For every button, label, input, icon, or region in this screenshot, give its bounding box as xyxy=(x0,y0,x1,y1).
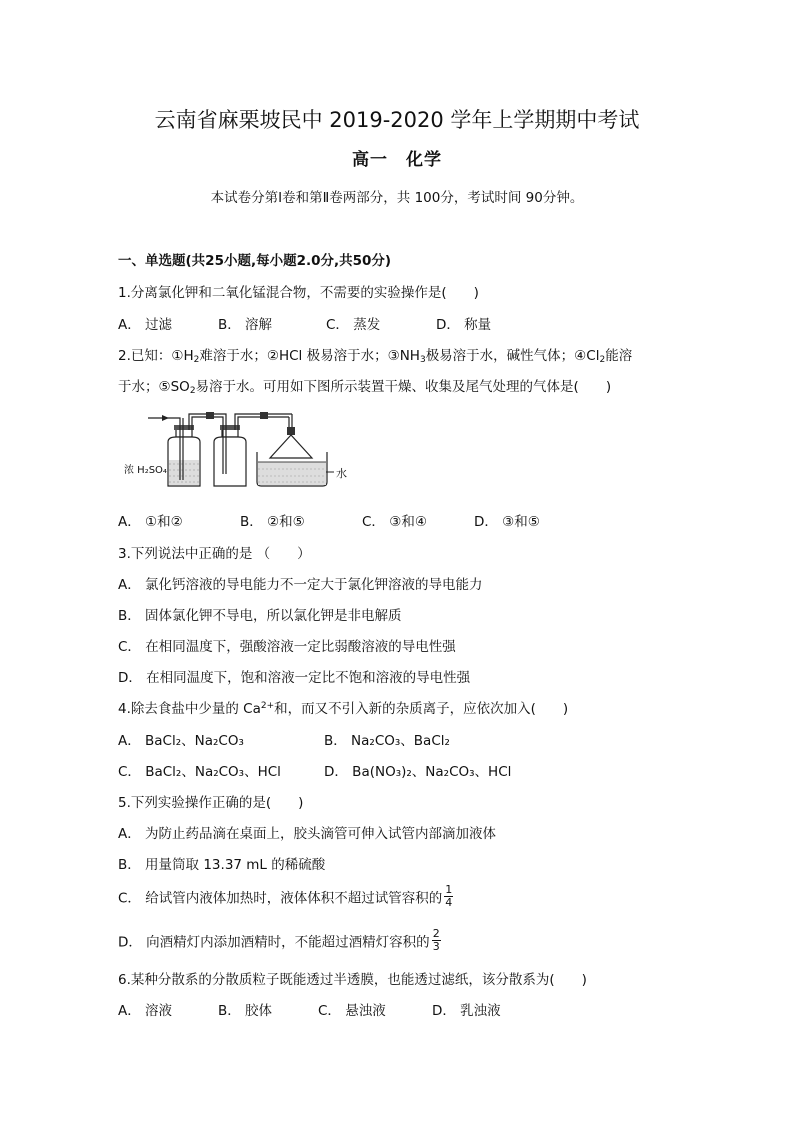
q5-option-c xyxy=(118,883,453,911)
q4-option-a: A． BaCl₂、Na₂CO₃ xyxy=(118,733,244,749)
tube-joint xyxy=(260,412,268,419)
q5-option-d xyxy=(118,927,441,955)
grade-label: 高一 xyxy=(352,150,388,170)
q2-text-6: 易溶于水。可用如下图所示装置干燥、收集及尾气处理的气体是( ) xyxy=(195,379,612,395)
q4-text-1: 4.除去食盐中少量的 Ca xyxy=(118,701,261,717)
q2-text-4: 能溶 xyxy=(605,348,633,364)
frac-den: 4 xyxy=(445,896,453,909)
q1-stem: 1.分离氯化钾和二氧化锰混合物，不需要的实验操作是( ) xyxy=(118,285,479,301)
q1-option-b: B． 溶解 xyxy=(218,317,273,333)
q3-option-c: C． 在相同温度下，强酸溶液一定比弱酸溶液的导电性强 xyxy=(118,639,456,655)
apparatus-figure xyxy=(142,408,352,490)
q1-option-a: A． 过滤 xyxy=(118,317,173,333)
q5-option-c-text: C． 给试管内液体加热时，液体体积不超过试管容积的 xyxy=(118,890,443,907)
q6-option-a: A． 溶液 xyxy=(118,1003,173,1019)
subject-label: 化学 xyxy=(406,150,442,170)
q2-option-c: C． ③和④ xyxy=(362,514,427,530)
q4-option-b: B． Na₂CO₃、BaCl₂ xyxy=(324,733,450,749)
q2-stem-line2: 于水；$⑤SO_2$易溶于水。可用如下图所示装置干燥、收集及尾气处理的气体是( ) xyxy=(118,379,612,396)
q6-option-b: B． 胶体 xyxy=(218,1003,273,1019)
q4-options-row1 xyxy=(118,729,450,749)
frac-den: 3 xyxy=(432,940,440,953)
q3-option-b: B． 固体氯化钾不导电，所以氯化钾是非电解质 xyxy=(118,608,402,624)
q2-text-5: 于水；⑤SO xyxy=(118,379,190,395)
q5-option-a: A． 为防止药品滴在桌面上，胶头滴管可伸入试管内部滴加液体 xyxy=(118,826,497,842)
q6-option-d: D． 乳浊液 xyxy=(432,1003,501,1019)
label-conc-sulfuric-acid: 浓 H₂SO₄ xyxy=(124,465,167,476)
q6-option-c: C． 悬浊液 xyxy=(318,1003,386,1019)
q2-options xyxy=(118,510,540,530)
exam-title: 云南省麻栗坡民中 2019-2020 学年上学期期中考试 xyxy=(154,108,640,132)
section-heading: 一、单选题(共25小题,每小题2.0分,共50分) xyxy=(118,253,392,269)
q4-option-d: D． Ba(NO₃)₂、Na₂CO₃、HCl xyxy=(324,764,512,780)
flow-arrow-icon xyxy=(162,415,169,421)
frac-num: 2 xyxy=(432,927,440,940)
exam-subtitle xyxy=(0,145,794,170)
q6-options xyxy=(118,999,501,1019)
q3-option-d: D． 在相同温度下，饱和溶液一定比不饱和溶液的导电性强 xyxy=(118,670,471,686)
q1-options xyxy=(118,313,491,333)
q1-option-d: D． 称量 xyxy=(436,317,492,333)
q3-stem: 3.下列说法中正确的是 （ ） xyxy=(118,546,311,562)
q5-option-d-text: D． 向酒精灯内添加酒精时，不能超过酒精灯容积的 xyxy=(118,934,430,951)
q2-option-a: A． ①和② xyxy=(118,514,183,530)
q2-stem-line1: 2.已知：$①H_2$难溶于水；②HCl 极易溶于水；$③NH_3$极易溶于水，碱性气体；$④Cl_2$能溶 xyxy=(118,348,633,365)
inverted-funnel xyxy=(270,435,312,458)
q2-option-b: B． ②和⑤ xyxy=(240,514,305,530)
q5-stem: 5.下列实验操作正确的是( ) xyxy=(118,795,304,811)
q1-option-c: C． 蒸发 xyxy=(326,317,381,333)
exam-intro: 本试卷分第Ⅰ卷和第Ⅱ卷两部分，共 100分，考试时间 90分钟。 xyxy=(210,190,584,206)
q2-text-2: 难溶于水；②HCl 极易溶于水；③NH xyxy=(199,348,420,364)
q4-option-c: C． BaCl₂、Na₂CO₃、HCl xyxy=(118,764,281,780)
q4-options-row2 xyxy=(118,760,511,780)
q3-option-a: A． 氯化钙溶液的导电能力不一定大于氯化钾溶液的导电能力 xyxy=(118,577,483,593)
label-water: 水 xyxy=(336,467,347,480)
q4-stem xyxy=(118,697,568,717)
q5-option-b: B． 用量筒取 13.37 mL 的稀硫酸 xyxy=(118,857,326,873)
tube-joint xyxy=(206,412,214,419)
washing-bottle xyxy=(168,414,220,486)
frac-num: 1 xyxy=(445,883,453,896)
q4-charge: 2+ xyxy=(260,701,275,711)
q4-text-2: 和，而又不引入新的杂质离子，应依次加入( ) xyxy=(274,701,569,717)
q2-text-1: 2.已知：①H xyxy=(118,348,194,364)
q2-option-d: D． ③和⑤ xyxy=(474,514,540,530)
q2-text-3: 极易溶于水，碱性气体；④Cl xyxy=(425,348,600,364)
q6-stem: 6.某种分散系的分散质粒子既能透过半透膜，也能透过滤纸，该分散系为( ) xyxy=(118,972,587,988)
fraction-one-quarter xyxy=(444,884,453,909)
fraction-two-thirds xyxy=(432,928,441,953)
